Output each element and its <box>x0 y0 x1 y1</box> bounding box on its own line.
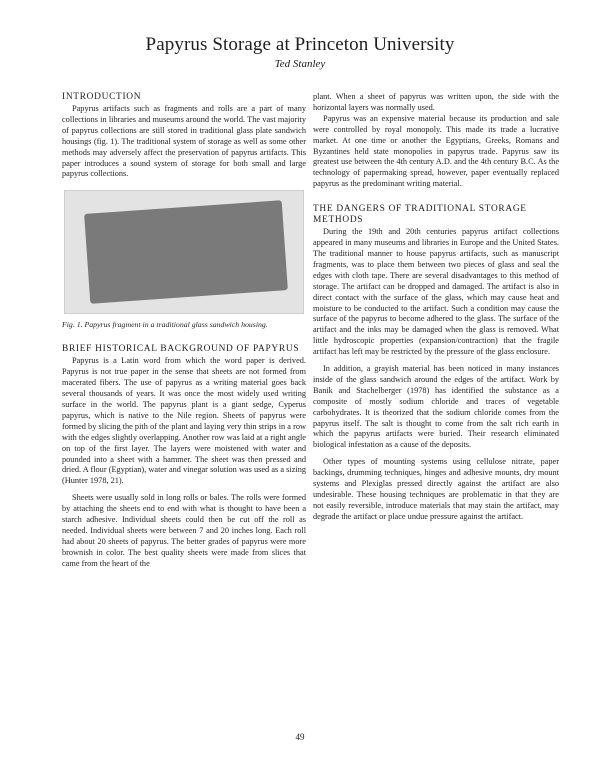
page-number: 49 <box>295 732 305 742</box>
introduction-heading: INTRODUCTION <box>62 92 142 102</box>
monopoly-paragraph: Papyrus was an expensive material because its production and sale were controlled by royal monopoly. This made its trade a lucrative market. At one time or another the Egyptians, Greeks, Romans and Byzantines held state monopolies in papyrus trade. Papyrus saw its greatest use between the 4th century A.D. and the 4th century B.C. As the technology of papermaking spread, however, paper eventually replaced papyrus as the predominant writing material. <box>313 113 559 189</box>
background-paragraph-2: Sheets were usually sold in long rolls or bales. The rolls were formed by attaching the sheets end to end with what is thought to have been a starch adhesive. Individual sheets could then be cut off the roll as needed. Individual sheets were between 7 and 20 inches long. Each roll had about 20 sheets of papyrus. The better grades of papyrus were more brownish in color. The best quality sheets were made from slices that came from the heart of the <box>62 493 306 568</box>
dangers-heading: THE DANGERS OF TRADITIONAL STORAGE METHODS <box>313 204 527 226</box>
introduction-paragraph: Papyrus artifacts such as fragments and rolls are a part of many collections in libraries and museums around the world. The vast majority of papyrus collections are still stored in traditional glass plate sandwich housings (fig. 1). The traditional system of storage as well as some other methods may adversely affect the preservation of papyrus artifacts. This paper introduces a sound system of storage for both small and large papyrus collections. <box>62 104 306 179</box>
dangers-paragraph-1: During the 19th and 20th centuries papyrus artifact collections appeared in many museums and libraries in Europe and the United States. The traditional manner to house papyrus artifacts, such as manuscript fragments, was to place them between two pieces of glass and seal the edges with cloth tape. There are several disadvantages to this method of storage. The artifact can be dropped and damaged. The artifact is also in direct contact with the surface of the glass, which may cause heat and moisture to be conducted to the artifact. Such a condition may cause the surface of the papyrus to become adhered to the glass. The surface of the artifact and the inks may be damaged when the glass is removed. What little hydroscopic properties (expansion/contraction) that the fragile artifact has left may be restricted by the pressure of the glass enclosure. <box>313 227 559 357</box>
figure-1-image <box>64 190 304 314</box>
dangers-paragraph-3: Other types of mounting systems using cellulose nitrate, paper backings, drumming techniques, hinges and adhesive mounts, dry mount systems and Plexiglas pressed directly against the artifact are also undesirable. These housing techniques are problematic in that they are not easily reversible, introduce materials that may stain the artifact, may degrade the artifact or place undue pressure against the artifact. <box>313 457 559 521</box>
papyrus-fragment-photo <box>84 201 288 305</box>
background-paragraph-1: Papyrus is a Latin word from which the word paper is derived. Papyrus is not true paper in the sense that sheets are not formed from macerated fibers. The use of papyrus as a writing material goes back several thousands of years. It was once the most widely used writing surface in the world. The papyrus plant is a giant sedge, Cyperus papyrus, which is native to the Nile region. Sheets of papyrus were formed by slicing the pith of the plant and laying very thin strips in a row with the edges slightly overlapping. Another row was laid at a right angle on top of the first layer. The layers were moistened with water and pounded into a sheet with a hammer. The sheet was then pressed and dried. A flour (Egyptian), water and vinegar solution was used as a sizing (Hunter 1978, 21). <box>62 356 306 486</box>
right-column <box>313 92 559 523</box>
author-name: Ted Stanley <box>274 58 326 70</box>
article-title: Papyrus Storage at Princeton University <box>145 34 455 55</box>
dangers-paragraph-2: In addition, a grayish material has been noticed in many instances inside of the glass sandwich around the edges of the artifact. Work by Banik and Stachelberger (1978) has identified the substance as a composite of mostly sodium chloride and traces of vegetable carbohydrates. It is theorized that the sodium chloride comes from the papyrus itself. The salt is thought to come from the salt rich earth in which the papyrus artifacts were buried. Their research eliminated biological infestation as a cause of the deposits. <box>313 364 559 450</box>
continued-paragraph: plant. When a sheet of papyrus was written upon, the side with the horizontal layers was normally used. <box>313 92 559 112</box>
left-column <box>62 92 306 570</box>
figure-1-caption: Fig. 1. Papyrus fragment in a traditional glass sandwich housing. <box>62 320 268 330</box>
background-heading: BRIEF HISTORICAL BACKGROUND OF PAPYRUS <box>62 344 300 355</box>
